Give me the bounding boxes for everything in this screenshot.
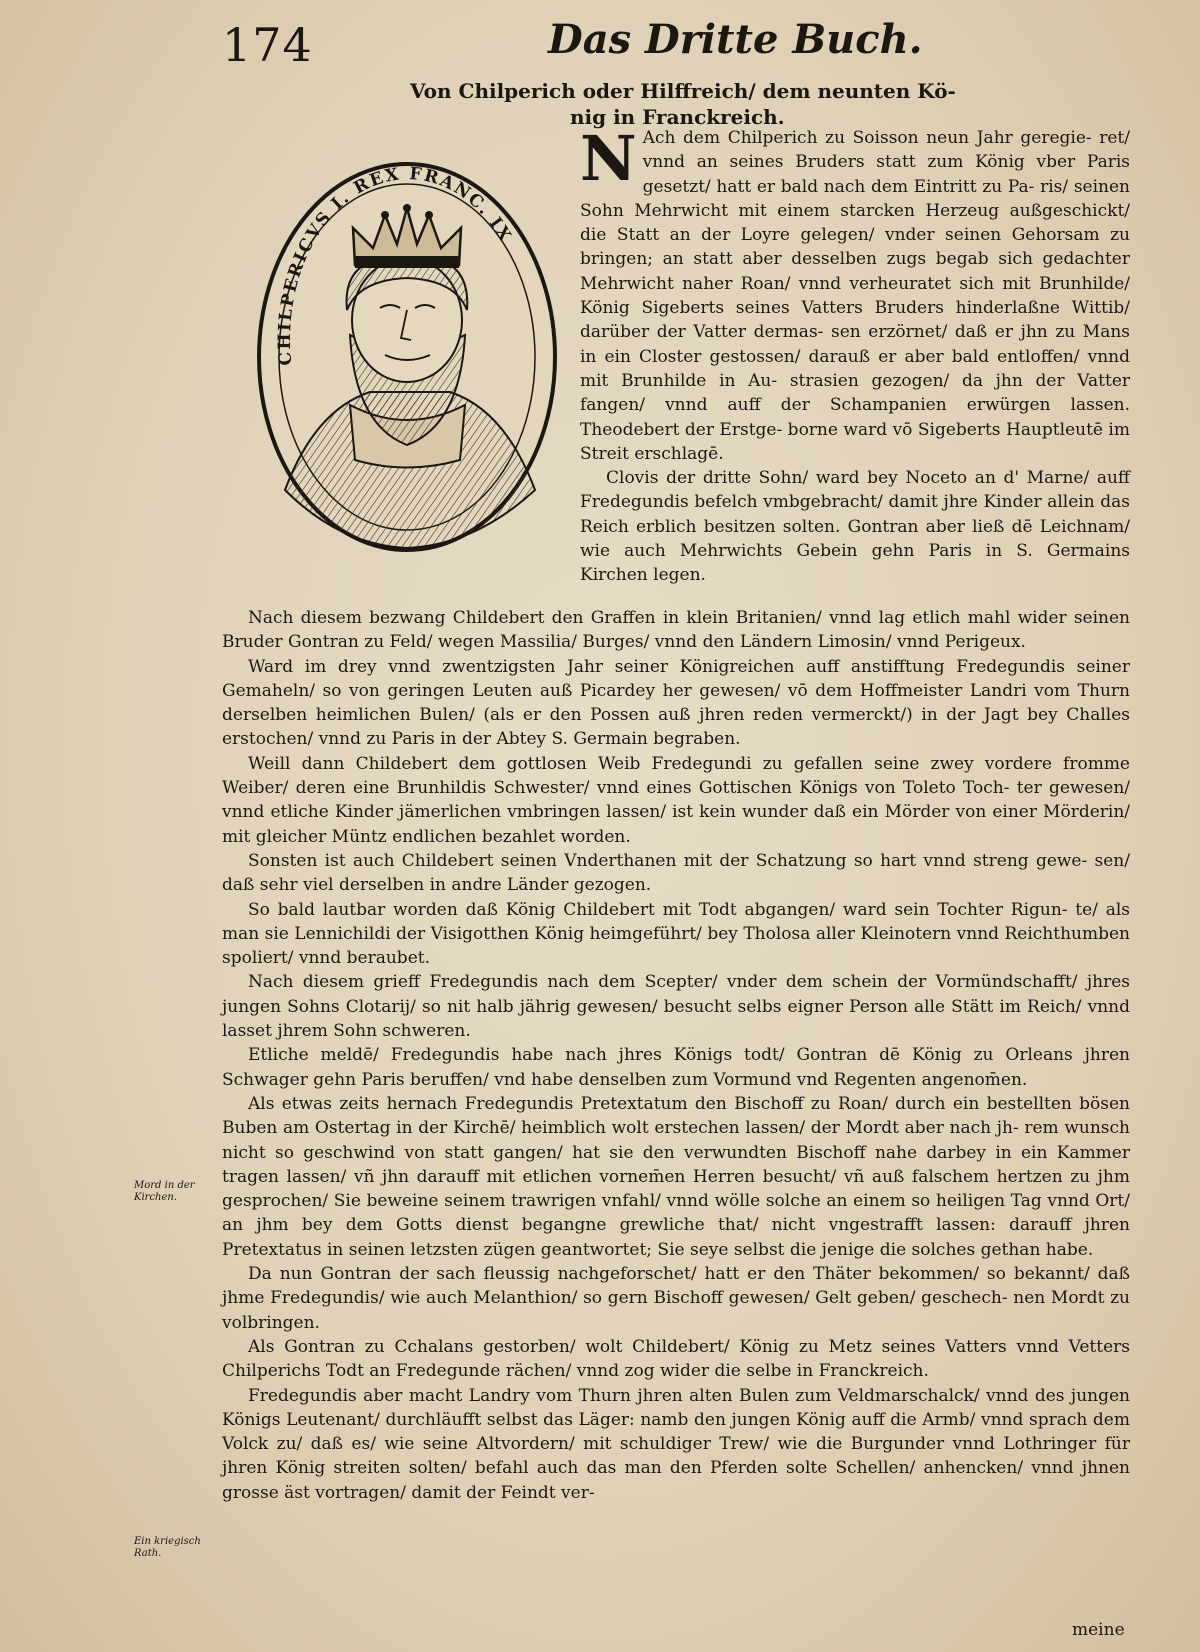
- paragraph: So bald lautbar worden daß König Childebert mit Todt abgangen/ ward sein Tochter Rigun- te/ als man sie Lennichildi der Visigotthen König heimgeführt/ bey Tholosa aller Kleinotern vnnd Reichthumben spoliert/ vnnd beraubet.: [222, 899, 1130, 969]
- running-head: Das Dritte Buch.: [548, 16, 923, 63]
- paragraph: Weill dann Childebert dem gottlosen Weib Fredegundi zu gefallen seine zwey vordere fromme Weiber/ deren eine Brunhildis Schwester/ vnnd eines Gottischen Königs von Toleto Toch- ter gewesen/ vnnd etliche Kinder jämerlichen vmbringen lassen/ ist kein wunder daß ein Mörder von einer Mörderin/ mit gleicher Müntz endlichen bezahlet worden.: [222, 753, 1130, 847]
- paragraph-text: Ach dem Chilperich zu Soisson neun Jahr geregie- ret/ vnnd an seines Bruders statt zum König vber Paris gesetzt/ hatt er bald nach dem Eintritt zu Pa- ris/ seinen Sohn Mehrwicht mit einem starcken Herzeug außgeschickt/ die Statt an der Loyre gelegen/ vnder seinen Gehorsam zu bringen; an statt aber desselben zugs begab sich gedachter Mehrwicht naher Roan/ vnnd verheuratet sich mit Brunhilde/ König Sigeberts seines Vatters Bruders hinderlaßne Wittib/ darüber der Vatter dermas- sen erzörnet/ daß er jhn zu Mans in ein Closter gestossen/ darauß er aber bald entloffen/ vnnd mit Brunhilde in Au- strasien gezogen/ da jhn der Vatter fangen/ vnnd auff der Schampanien erwürgen lassen. Theodebert der Erstge- borne ward vō Sigeberts Hauptleutē im Streit erschlagē.: [580, 128, 1130, 464]
- page-number: 174: [222, 18, 313, 72]
- catchword: meine: [1072, 1620, 1125, 1640]
- paragraph: Sonsten ist auch Childebert seinen Vnderthanen mit der Schatzung so hart vnnd streng gewe- sen/ daß sehr viel derselben in andre Länder gezogen.: [222, 850, 1130, 896]
- chapter-title: [410, 78, 970, 130]
- king-portrait-woodcut: [255, 160, 560, 555]
- paragraph: Etliche meldē/ Fredegundis habe nach jhres Königs todt/ Gontran dē König zu Orleans jhren Schwager gehn Paris beruffen/ vnd habe denselben zum Vormund vnd Regenten angenom̄en.: [222, 1045, 1130, 1090]
- full-width-text: [222, 606, 1130, 1505]
- paragraph: Nach diesem bezwang Childebert den Graffen in klein Britanien/ vnnd lag etlich mahl wider seinen Bruder Gontran zu Feld/ wegen Massilia/ Burges/ vnnd den Ländern Limosin/ vnnd Perigeux.: [222, 608, 1130, 653]
- chapter-title-line-1: Von Chilperich oder Hilffreich/ dem neunten Kö-: [410, 79, 956, 103]
- paragraph: Ward im drey vnnd zwentzigsten Jahr seiner Königreichen auff anstifftung Fredegundis seiner Gemaheln/ so von geringen Leuten auß Picardey her gewesen/ vō dem Hoffmeister Landri vom Thurn derselben heimlichen Bulen/ (als er den Possen auß jhren reden vermerckt/) in der Jagt bey Challes erstochen/ vnnd zu Paris in der Abtey S. Germain begraben.: [222, 656, 1130, 750]
- drop-cap: N: [580, 122, 637, 195]
- paragraph: Da nun Gontran der sach fleussig nachgeforschet/ hatt er den Thäter bekommen/ so bekannt/ daß jhme Fredegundis/ wie auch Melanthion/ so gern Bischoff gewesen/ Gelt geben/ geschech- nen Mordt zu volbringen.: [222, 1264, 1130, 1333]
- paragraph: Als etwas zeits hernach Fredegundis Pretextatum den Bischoff zu Roan/ durch ein bestellten bösen Buben am Ostertag in der Kirchē/ heimblich wolt erstechen lassen/ der Mordt aber nach jh- rem wunsch nicht so geschwind von statt gangen/ hat sie den verwundten Bischoff nahe darbey in ein Kammer tragen lassen/ vñ jhn darauff mit etlichen vornem̄en Herren besucht/ vñ auß falschem hertzen zu jhm gesprochen/ Sie beweine seinem trawrigen vnfahl/ vnnd wölle solche an einem so heiligen Tag vnnd Ort/ an jhm bey dem Gotts dienst begangne grewliche that/ nicht vngestrafft lassen: darauff jhren Pretextatus in seinen letzsten zügen geantwortet; Sie seye selbst die jenige die solches gethan habe.: [222, 1093, 1130, 1260]
- margin-note: Ein kriegisch Rath.: [134, 1536, 201, 1559]
- paragraph: Nach diesem grieff Fredegundis nach dem Scepter/ vnder dem schein der Vormündschafft/ jhres jungen Sohns Clotarij/ so nit halb jährig gewesen/ besucht selbs eigner Person alle Stätt im Reich/ vnnd lasset jhrem Sohn schweren.: [222, 972, 1130, 1042]
- margin-note: Mord in der Kirchen.: [134, 1180, 195, 1203]
- portrait-inscription: CHILPERICVS I. REX FRANC. IX: [274, 163, 516, 367]
- paragraph: Als Gontran zu Cchalans gestorben/ wolt Childebert/ König zu Metz seines Vatters vnnd Vetters Chilperichs Todt an Fredegunde rächen/ vnnd zog wider die selbe in Franckreich.: [222, 1336, 1130, 1382]
- paragraph: Clovis der dritte Sohn/ ward bey Noceto an d' Marne/ auff Fredegundis befelch vmbgebracht/ damit jhre Kinder allein das Reich erblich besitzen solten. Gontran aber ließ dē Leichnam/ wie auch Mehrwichts Gebein gehn Paris in S. Germains Kirchen legen.: [580, 468, 1130, 586]
- paragraph: [580, 122, 1130, 466]
- chapter-title-line-2: nig in Franckreich.: [570, 105, 785, 129]
- narrow-column-text: [580, 122, 1130, 588]
- paragraph: Fredegundis aber macht Landry vom Thurn jhren alten Bulen zum Veldmarschalck/ vnnd des jungen Königs Leutenant/ durchläufft selbst das Läger: namb den jungen König auff die Armb/ vnnd sprach dem Volck zu/ daß es/ wie seine Altvordern/ mit schuldiger Trew/ wie die Burgunder vnnd Lothringer für jhren König streiten solten/ befahl auch das man den Pferden solte Schellen/ anhencken/ vnnd jhnen grosse äst vortragen/ damit der Feindt ver-: [222, 1385, 1130, 1503]
